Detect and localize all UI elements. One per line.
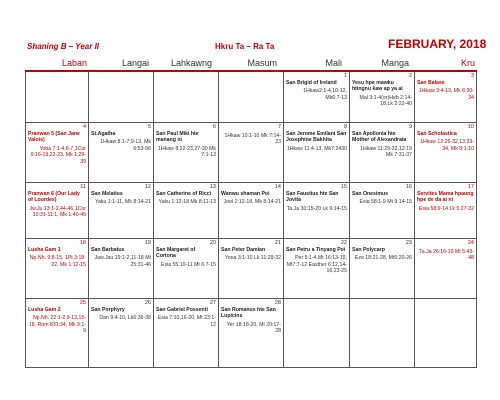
day-number: 4 [82,124,86,130]
feast-title: San Margaret of Cortona [156,247,196,260]
feast-title: San Faustius hte San Jovita [286,191,339,204]
calendar-day-cell [89,183,154,239]
scripture-readings: Yer 18:18-20, Mt 20:17-28 [226,321,281,335]
weekday-label: Mali [325,58,342,68]
day-number [28,73,86,80]
day-number: 7 [277,124,281,130]
day-number: 6 [212,124,216,130]
day-number [221,73,281,80]
day-number [417,300,474,307]
calendar-day-cell [284,123,350,183]
calendar-day-cell [415,239,477,299]
feast-title: San Onesimus [352,191,389,197]
day-number: 25 [79,300,86,306]
day-number: 18 [79,240,86,246]
calendar-day-cell [284,239,350,299]
day-number: 22 [340,240,347,246]
calendar-grid [25,72,477,368]
scripture-readings: Ta.Ja 26:16-19 Mt 5:43-48 [419,249,474,262]
day-number [156,73,216,80]
scripture-readings: Joel 2:12-18, Mk 8:14-21 [223,199,281,206]
calendar-day-cell [89,239,154,299]
scripture-readings: 1Hkaw 11:29-32,12:19 Mk 7:31-37 [360,145,412,159]
calendar-day-cell [25,239,89,299]
calendar-day-cell [89,299,154,368]
scripture-readings: Np.Nh. 9:8-15, 1Pt 3:18-22, Mk 1:12-15 [29,255,86,268]
feast-title: San Jerome Emilani San Josephine Bakhita [286,131,347,144]
day-number [286,300,347,307]
month-title: FEBRUARY, 2018 [388,37,487,51]
day-number: 9 [408,124,412,130]
scripture-readings: Jw.Ju.13:1-2,44-46,1Cor 10:31-11:1, Mk 1:40-45 [29,205,86,219]
day-number: 10 [467,124,474,130]
day-number: 5 [147,124,151,130]
feast-title: Yesu hpe mawku htingnu kaw ap ya ai [352,80,403,93]
weekday-label: Manga [381,58,409,68]
scripture-readings: Yoba 7:1-4,6-7,1Cor 9:16-19,22-23, Mk 1:29-39 [30,145,86,165]
calendar-day-cell [415,123,477,183]
calendar-day-cell [350,239,415,299]
scripture-readings: 1Hkaw 3:4-13, Mk 6:30-34 [418,88,474,101]
scripture-readings: Yaku 1:1-11, Mk 8:14-21 [94,199,151,206]
calendar-day-cell [25,183,89,239]
feast-title: San Catherine of Ricci [156,191,212,197]
day-number: 21 [274,240,281,246]
feast-title: San Gabriel Possenti [156,307,208,313]
weekday-label: Masum [247,58,277,68]
calendar-day-cell [89,123,154,183]
day-number: 19 [144,240,151,246]
feast-title: San Romanus hte San Lupicins [221,307,276,320]
day-number: 1 [343,73,347,79]
scripture-readings: Esia 55:10-11 Mt 6:7-15 [161,261,216,268]
day-number: 27 [209,300,216,306]
feast-title: San Apollonia hte Mother of Alexandraia [352,131,407,144]
calendar-day-cell [350,123,415,183]
feast-title: San Melatius [91,191,123,197]
scripture-readings: Dan 9:4-10, Lk6:36-38 [99,315,151,322]
day-number: 15 [340,184,347,190]
calendar-day-cell [219,239,284,299]
day-number: 13 [209,184,216,190]
calendar-day-cell [284,183,350,239]
feast-title: San Barbatus [91,247,125,253]
calendar-day-cell [25,123,89,183]
scripture-readings: Esia 7:10,16-20, Mt 23:1-12 [157,315,216,328]
calendar-day-cell [25,72,89,123]
feast-title: Servites Mama hpaung hpe de da ai ni [417,191,474,204]
feast-title: Pranwan 6 (Our Lady of Lourdes) [28,191,80,204]
scripture-readings: 1Hkaw 8:22-23,27-30 Mk 7:1-13 [158,145,216,159]
scripture-readings: Ta.Ja 30:15-20 Lk 9:14-15 [286,205,347,212]
day-number: 11 [80,184,86,190]
scripture-readings: 1Hkaw 12:26-32,13:33-34, Mk 8:1-10 [420,139,474,152]
weekday-label: Langai [121,58,149,68]
day-number: 2 [408,73,412,79]
scripture-readings: 1Hkaw 11:4-13, Mk7:2430 [286,145,347,152]
calendar-day-cell [284,299,350,368]
calendar-day-cell [415,299,477,368]
weekday-label: Kru [460,58,475,68]
calendar-day-cell [219,72,284,123]
calendar-day-cell [415,183,477,239]
scripture-readings: Jaw.Jau 19:1-2,11-18 Mt 25:31-46 [94,255,151,268]
day-number [352,300,412,307]
feast-title: San Polycarp [352,247,385,253]
day-number: 28 [274,300,281,306]
day-number: 24 [467,240,474,246]
calendar-day-cell [350,72,415,123]
calendar-day-cell [219,299,284,368]
month-subtitle: Hkru Ta – Ra Ta [215,42,275,51]
day-number: 20 [209,240,216,246]
scripture-readings: Np.Nh. 22:1-2,9-13,15-18, Rom 831:34, Mk 9:1-9 [28,315,86,335]
day-number: 3 [470,73,474,79]
calendar-day-cell [154,299,219,368]
scripture-readings: Eze 18:21-28, Mt5:20-26 [354,255,412,262]
day-number [91,73,151,80]
scripture-readings: Per 5:1-4,Mt 16:13-19, Mt7:7-12 Easther 6:12,14-16,23-25 [286,255,347,275]
calendar-day-cell [350,299,415,368]
calendar-day-cell [25,299,89,368]
feast-title: San Porphyry [91,307,125,313]
scripture-readings: 1Hkaw 10:1-10 Mk 7:14-23 [224,133,281,146]
calendar-day-cell [89,72,154,123]
scripture-readings: 1Hkaw2:1-4,10-12, Mk6:7-13 [303,88,347,101]
weekday-label: Lahkawng [170,58,212,68]
day-number: 17 [467,184,474,190]
feast-title: St.Agatha [91,131,116,137]
liturgical-year-label: Shaning B – Year II [27,42,100,51]
calendar-day-cell [154,183,219,239]
feast-title: San Scholastica [417,131,457,137]
calendar-day-cell [219,183,284,239]
calendar-day-cell [154,123,219,183]
calendar-day-cell [219,123,284,183]
feast-title: San Peter Damian [221,247,266,253]
feast-title: San Petru a Tinyang Poi [286,247,346,253]
feast-title: San Balase [417,80,445,86]
scripture-readings: Esia 58:1-9 Mt 9:14-15 [359,199,412,206]
day-number: 12 [144,184,151,190]
feast-title: Pranwan 5 (San Jane Valois) [28,131,80,144]
calendar-day-cell [415,72,477,123]
feast-title: Lusha Gam 1 [28,247,61,253]
calendar-day-cell [154,72,219,123]
calendar-day-cell [284,72,350,123]
feast-title: San Brigid of Ireland [286,80,337,86]
scripture-readings: Mal 3:1-4(or)Heb 2:14-18,Lk 2:22-40 [359,94,412,108]
scripture-readings: Yona 3:1-10 Lk 11:29-32 [224,255,281,262]
calendar-day-cell [350,183,415,239]
day-number: 8 [343,124,347,130]
calendar-day-cell [154,239,219,299]
scripture-readings: Esia 58:9-14 Lk 5:27-32 [418,205,474,212]
weekday-label: Laban [61,58,87,68]
feast-title: Wanwu shaman Poi [221,191,270,197]
feast-title: Lusha Gam 2 [28,307,61,313]
day-number: 23 [405,240,412,246]
feast-title: San Paul Miki hte manang ni [156,131,199,144]
scripture-readings: Yaku 1:12-18 Mk 8:11-13 [158,199,216,206]
scripture-readings: 1Hkaw 8:1-7,9-13, Mk 6:53-56 [100,139,151,152]
day-number: 14 [274,184,281,190]
day-number: 26 [144,300,151,306]
day-number: 16 [405,184,412,190]
calendar-header [0,0,500,51]
